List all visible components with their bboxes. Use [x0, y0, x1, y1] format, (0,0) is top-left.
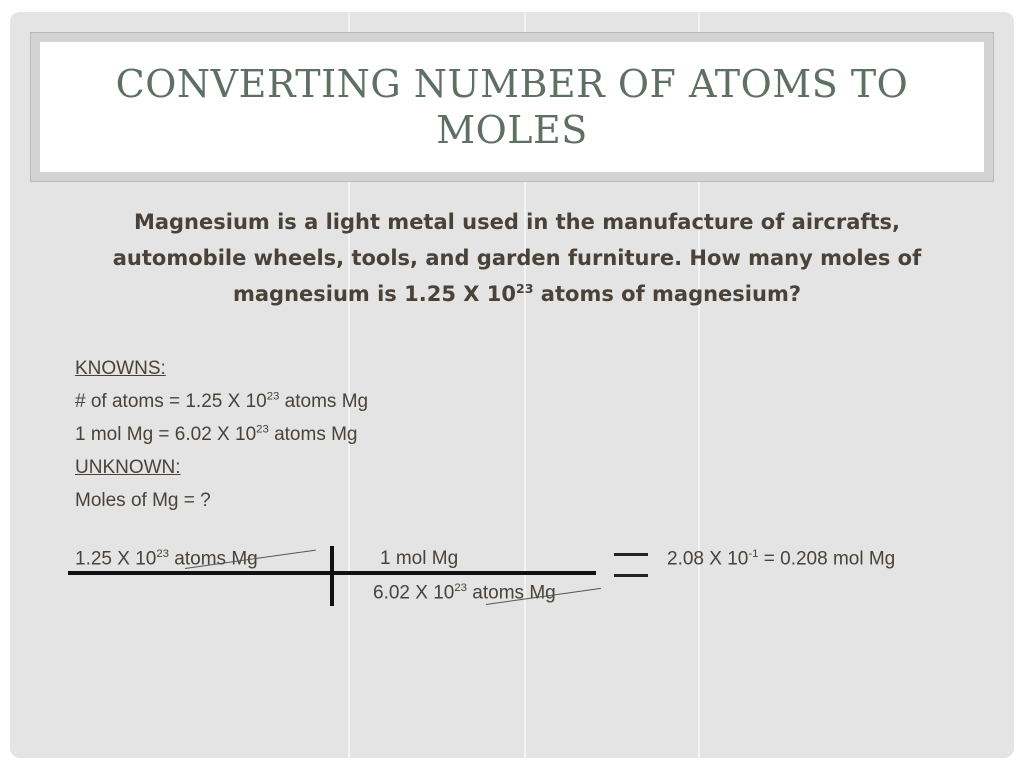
calc-result-exp: -1 [748, 548, 759, 560]
knowns-section [75, 352, 368, 517]
title-box [30, 32, 994, 182]
question-exponent: 23 [515, 281, 534, 296]
known-atoms-exp: 23 [266, 390, 280, 403]
known-conversion-post: atoms Mg [268, 424, 358, 445]
calc-start-exp: 23 [156, 548, 170, 560]
calc-result-post: = 0.208 mol Mg [758, 548, 896, 570]
calc-result [667, 548, 895, 570]
equals-sign-top [614, 553, 648, 556]
calc-numerator: 1 mol Mg [380, 548, 459, 569]
calc-denominator-pre: 6.02 X 10 [373, 582, 455, 604]
equals-sign-bottom [614, 574, 648, 577]
question-text [65, 204, 969, 312]
factor-divider [330, 546, 334, 606]
calc-start-post: atoms Mg [169, 548, 258, 570]
known-atoms [75, 385, 368, 418]
known-conversion-exp: 23 [256, 423, 269, 436]
known-atoms-post: atoms Mg [279, 391, 369, 412]
calc-result-pre: 2.08 X 10 [667, 548, 749, 570]
slide-title: CONVERTING NUMBER OF ATOMS TO MOLES [115, 62, 909, 152]
known-conversion-pre: 1 mol Mg = 6.02 X 10 [75, 424, 257, 445]
question-part2: atoms of magnesium? [533, 282, 802, 306]
calc-denominator-exp: 23 [454, 582, 468, 594]
known-atoms-pre: # of atoms = 1.25 X 10 [75, 391, 267, 412]
knowns-label: KNOWNS: [75, 358, 166, 379]
slide [10, 12, 1014, 758]
title-inner [40, 42, 984, 172]
known-conversion [75, 418, 368, 451]
unknown-moles: Moles of Mg = ? [75, 490, 211, 511]
calc-start [75, 548, 258, 570]
unknown-label: UNKNOWN: [75, 457, 181, 478]
calc-denominator [373, 582, 556, 604]
calc-denominator-post: atoms Mg [467, 582, 556, 604]
calc-start-pre: 1.25 X 10 [75, 548, 157, 570]
question-part1: Magnesium is a light metal used in the manufacture of aircrafts, automobile wheels, tools, and garden furniture. How many moles of magnesium is 1.25 X 10 [112, 210, 922, 306]
